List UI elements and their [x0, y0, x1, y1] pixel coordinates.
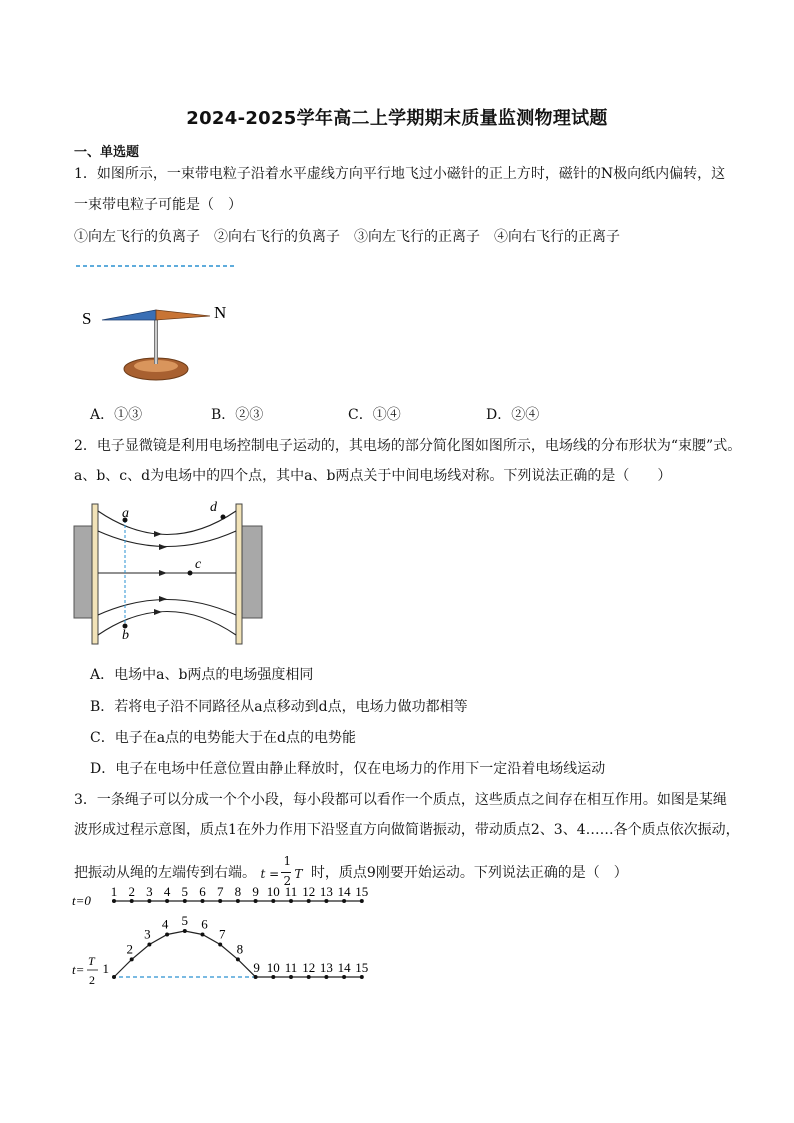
q2-option-a[interactable]: A．电场中a、b两点的电场强度相同 — [90, 667, 314, 683]
q3-t0-point-label: 13 — [319, 884, 333, 899]
q3-thalf-point-label: 10 — [266, 960, 280, 975]
q3-t0-point — [147, 899, 151, 903]
q2-right-electrode — [242, 526, 262, 618]
q2-right-plate — [236, 504, 242, 644]
q3-t0-point-label: 15 — [355, 884, 369, 899]
q3-cond-t: t = — [260, 867, 280, 881]
q3-t0-point — [201, 899, 205, 903]
q2-field-line-2 — [98, 531, 236, 547]
q3-t0-point — [289, 899, 293, 903]
q2-left-electrode — [74, 526, 94, 618]
q3-thalf-point — [289, 975, 293, 979]
q2-arrow-4 — [159, 596, 167, 602]
q3-thalf-point-label: 15 — [355, 960, 369, 975]
q2-arrow-3 — [159, 570, 167, 576]
q3-cond-T: T — [294, 867, 303, 881]
q1-needle-south — [102, 310, 156, 320]
q3-t0-point — [130, 899, 134, 903]
q1-option-b[interactable]: B．②③ — [211, 407, 264, 423]
q3-t0-point-label: 14 — [337, 884, 351, 899]
q3-stem-line1: 3．一条绳子可以分成一个个小段，每小段都可以看作一个质点，这些质点之间存在相互作用。如图是某绳 — [74, 792, 727, 808]
q2-label-a: a — [122, 506, 129, 521]
q3-thalf-point — [112, 975, 116, 979]
q3-thalf-point — [360, 975, 364, 979]
q3-thalf-point — [165, 933, 169, 937]
q3-thalf-point — [342, 975, 346, 979]
q1-choices: ①向左飞行的负离子 ②向右飞行的负离子 ③向左飞行的正离子 ④向右飞行的正离子 — [74, 229, 620, 245]
q3-t0-label: t=0 — [72, 893, 91, 908]
q3-thalf-point — [254, 975, 258, 979]
q3-t0-point-label: 10 — [266, 884, 280, 899]
q1-stem-line1: 1．如图所示，一束带电粒子沿着水平虚线方向平行地飞过小磁针的正上方时，磁针的N极向纸内偏转，这 — [74, 166, 726, 182]
q3-thalf-point — [324, 975, 328, 979]
q2-arrow-2 — [159, 544, 167, 550]
q3-t0-point — [165, 899, 169, 903]
q3-t0-point — [112, 899, 116, 903]
q3-thalf-point-label: 9 — [253, 960, 260, 975]
q3-thalf-point — [147, 942, 151, 946]
q1-option-d[interactable]: D．②④ — [486, 407, 540, 423]
q3-thalf-point — [236, 957, 240, 961]
q2-stem-line2: a、b、c、d为电场中的四个点，其中a、b两点关于中间电场线对称。下列说法正确的是（ ） — [74, 468, 672, 484]
q2-arrow-1 — [154, 531, 162, 537]
q3-thalf-t-label: t= — [72, 962, 85, 977]
q3-t0-point-label: 12 — [302, 884, 316, 899]
q3-t0-point — [236, 899, 240, 903]
q3-t0-point — [342, 899, 346, 903]
q3-thalf-point — [307, 975, 311, 979]
q3-thalf-point — [218, 942, 222, 946]
q2-label-d: d — [210, 500, 217, 515]
q3-thalf-point-label: 7 — [218, 926, 226, 942]
q2-option-b[interactable]: B．若将电子沿不同路径从a点移动到d点，电场力做功都相等 — [90, 699, 468, 715]
q1-compass-figure — [70, 258, 270, 390]
q1-n-label: N — [214, 303, 227, 322]
q2-field-figure — [70, 496, 270, 648]
q3-thalf-point-label: 8 — [236, 941, 244, 957]
q2-field-line-5 — [98, 612, 236, 636]
q1-option-c[interactable]: C．①④ — [348, 407, 401, 423]
q3-t0-point — [218, 899, 222, 903]
q3-cond-den: 2 — [283, 874, 292, 888]
q3-thalf-point-label: 11 — [284, 960, 298, 975]
q3-cond-num: 1 — [283, 854, 292, 868]
q1-stem-line2: 一束带电粒子可能是（ ） — [74, 197, 242, 213]
q3-thalf-point-label: 1 — [102, 961, 109, 976]
q3-t0-point — [324, 899, 328, 903]
q3-thalf-point-label: 6 — [201, 916, 208, 932]
q3-t0-point-label: 6 — [199, 884, 206, 899]
q2-point-d — [221, 515, 226, 520]
q2-stem-line1: 2．电子显微镜是利用电场控制电子运动的，其电场的部分简化图如图所示，电场线的分布形状为“束腰”式。 — [74, 438, 742, 454]
q3-thalf-point-label: 4 — [161, 916, 169, 932]
q3-t0-point — [271, 899, 275, 903]
q2-left-plate — [92, 504, 98, 644]
q3-t0-point-label: 3 — [146, 884, 153, 899]
q3-stem-line3-post: 时，质点9刚要开始运动。下列说法正确的是（ ） — [310, 865, 628, 881]
q3-stem-line3-pre: 把振动从绳的左端传到右端。 — [74, 865, 256, 881]
q3-wave-figure — [70, 884, 380, 992]
page-title: 2024-2025学年高二上学期期末质量监测物理试题 — [186, 108, 608, 129]
q2-arrow-5 — [154, 609, 162, 615]
q1-needle-north — [156, 310, 210, 320]
q3-t0-point-label: 9 — [252, 884, 259, 899]
q3-thalf-point-label: 12 — [302, 960, 316, 975]
q2-point-c — [188, 571, 193, 576]
q3-t0-point-label: 7 — [216, 884, 224, 899]
section-heading: 一、单选题 — [74, 145, 140, 160]
q3-stem-line2: 波形成过程示意图，质点1在外力作用下沿竖直方向做简谐振动，带动质点2、3、4……各个质点依次振动， — [74, 822, 740, 838]
q3-thalf-point — [183, 929, 187, 933]
q3-thalf-point-label: 14 — [337, 960, 351, 975]
q3-t0-point-label: 8 — [234, 884, 242, 899]
q1-option-a[interactable]: A．①③ — [90, 407, 143, 423]
q2-option-d[interactable]: D．电子在电场中任意位置由静止释放时，仅在电场力的作用下一定沿着电场线运动 — [90, 761, 606, 777]
q3-thalf-point — [271, 975, 275, 979]
q3-t0-point-label: 11 — [284, 884, 298, 899]
q3-thalf-point — [130, 957, 134, 961]
q2-label-c: c — [195, 557, 202, 572]
q3-t0-point-label: 2 — [128, 884, 135, 899]
q3-thalf-point-label: 3 — [144, 926, 151, 942]
q1-s-label: S — [82, 309, 92, 328]
q3-t0-point — [360, 899, 364, 903]
q3-t0-point-label: 5 — [181, 884, 189, 899]
q2-label-b: b — [122, 628, 129, 643]
q3-t0-point — [183, 899, 187, 903]
q3-thalf-point — [201, 933, 205, 937]
q3-t0-point-label: 1 — [110, 884, 118, 899]
q3-thalf-point-label: 13 — [319, 960, 333, 975]
q3-thalf-2: 2 — [89, 973, 95, 987]
q3-thalf-point-label: 2 — [126, 941, 133, 957]
q3-thalf-point-label: 5 — [181, 913, 189, 928]
q3-t0-point — [307, 899, 311, 903]
q3-t0-point — [254, 899, 258, 903]
q2-field-line-4 — [98, 600, 236, 616]
q3-thalf-T: T — [88, 954, 95, 968]
q2-option-c[interactable]: C．电子在a点的电势能大于在d点的电势能 — [90, 730, 357, 746]
q3-t0-point-label: 4 — [163, 884, 171, 899]
